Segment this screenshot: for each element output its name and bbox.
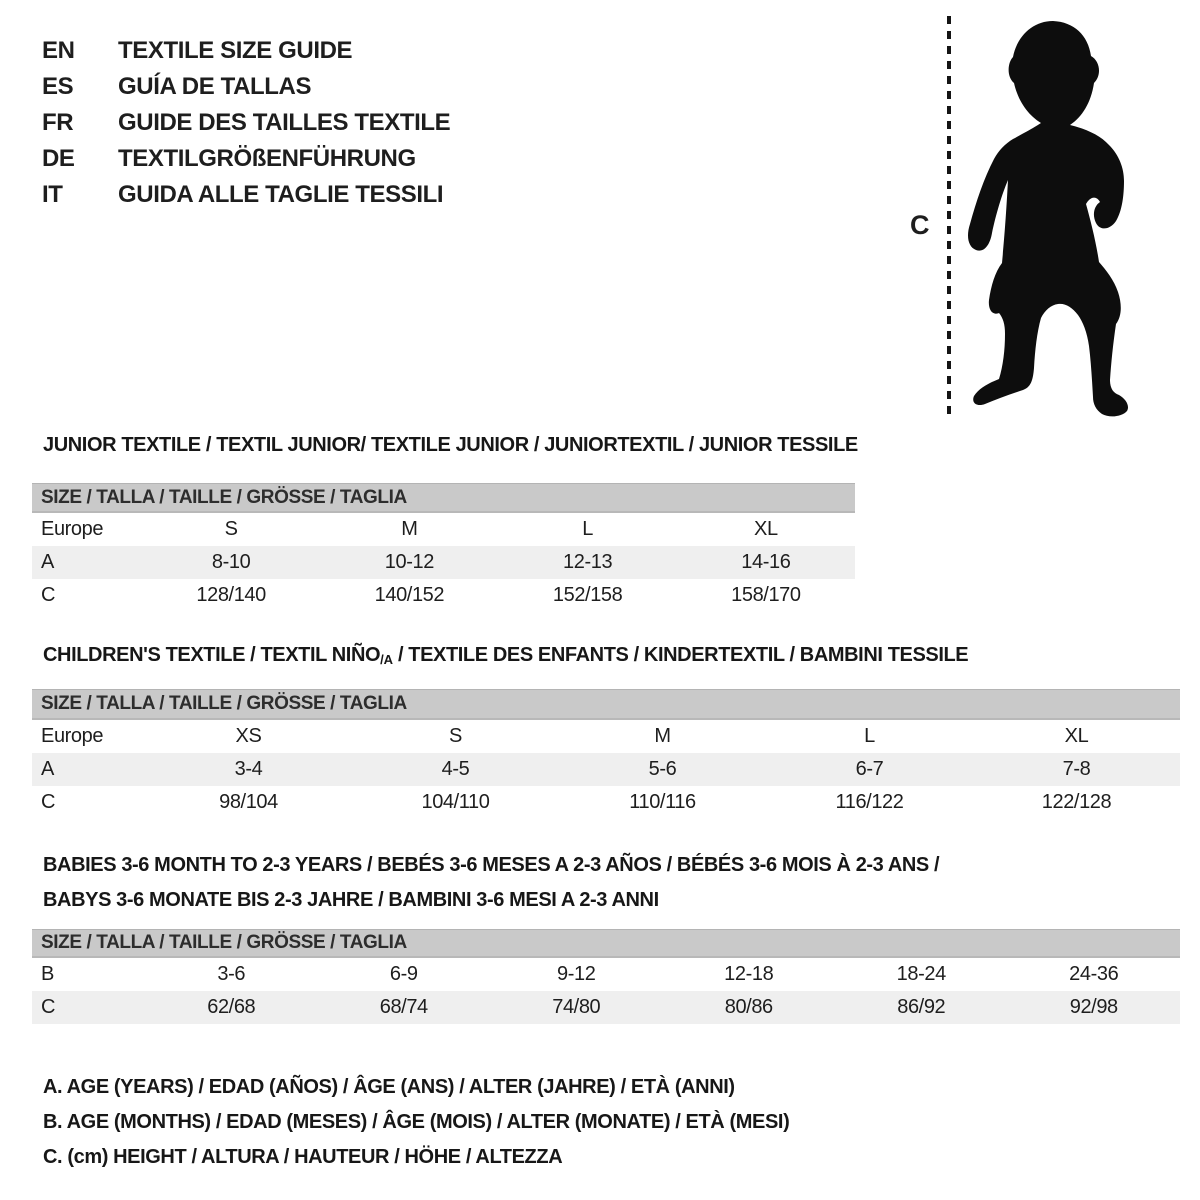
babies-table-rows (32, 958, 1180, 1024)
table-cell: L (864, 725, 875, 747)
table-cell: XS (235, 725, 262, 747)
language-code: FR (42, 109, 74, 136)
table-cell: XL (1064, 725, 1089, 747)
legend-line-b: B. AGE (MONTHS) / EDAD (MESES) / ÂGE (MOIS) / ALTER (MONATE) / ETÀ (MESI) (43, 1111, 790, 1133)
language-title: TEXTILE SIZE GUIDE (118, 37, 353, 64)
table-cell: 140/152 (374, 584, 445, 606)
table-cell: 12-18 (724, 963, 774, 985)
toddler-silhouette (953, 17, 1143, 419)
row-label: C (41, 584, 56, 606)
size-header-bar: SIZE / TALLA / TAILLE / GRÖSSE / TAGLIA (32, 929, 1180, 958)
section-title-babies (43, 848, 939, 918)
table-cell: M (401, 518, 418, 540)
table-cell: 92/98 (1069, 996, 1118, 1018)
row-label: Europe (41, 518, 104, 540)
language-code: IT (42, 181, 63, 208)
table-cell: 68/74 (379, 996, 428, 1018)
table-row (32, 579, 855, 612)
junior-table-rows (32, 513, 855, 612)
table-row (32, 513, 855, 546)
language-row (42, 69, 450, 105)
language-code: ES (42, 73, 74, 100)
measurement-legend (43, 1070, 789, 1175)
table-cell: 80/86 (724, 996, 773, 1018)
table-cell: 5-6 (648, 758, 677, 780)
table-cell: 98/104 (219, 791, 278, 813)
height-measure-dashed-line (947, 16, 951, 416)
table-row (32, 720, 1180, 753)
children-table-rows (32, 720, 1180, 819)
table-cell: XL (754, 518, 778, 540)
table-cell: 158/170 (731, 584, 801, 606)
language-title: GUIDA ALLE TAGLIE TESSILI (118, 181, 444, 208)
row-label: A (41, 551, 54, 573)
legend-line-c: C. (cm) HEIGHT / ALTURA / HAUTEUR / HÖHE / ALTEZZA (43, 1146, 563, 1168)
language-row (42, 105, 450, 141)
section-title-text: / TEXTILE DES ENFANTS / KINDERTEXTIL / BAMBINI TESSILE (392, 644, 969, 666)
table-cell: 74/80 (552, 996, 601, 1018)
table-cell: 4-5 (441, 758, 470, 780)
size-header-bar: SIZE / TALLA / TAILLE / GRÖSSE / TAGLIA (32, 689, 1180, 720)
table-cell: 128/140 (196, 584, 266, 606)
babies-size-table (32, 929, 1180, 1024)
table-row (32, 786, 1180, 819)
table-cell: 116/122 (835, 791, 904, 813)
table-cell: S (449, 725, 462, 747)
children-size-table (32, 689, 1180, 819)
table-cell: 14-16 (741, 551, 791, 573)
language-row (42, 177, 450, 213)
language-title: GUIDE DES TAILLES TEXTILE (118, 109, 451, 136)
table-cell: 10-12 (384, 551, 434, 573)
table-cell: S (224, 518, 238, 540)
table-row (32, 991, 1180, 1024)
row-label: C (41, 791, 56, 813)
size-header-bar: SIZE / TALLA / TAILLE / GRÖSSE / TAGLIA (32, 483, 855, 513)
table-cell: 86/92 (897, 996, 946, 1018)
section-title-line: BABYS 3-6 MONATE BIS 2-3 JAHRE / BAMBINI 3-6 MESI A 2-3 ANNI (43, 889, 659, 911)
table-cell: 122/128 (1041, 791, 1112, 813)
language-title: TEXTILGRÖßENFÜHRUNG (118, 145, 416, 172)
table-cell: 62/68 (207, 996, 256, 1018)
language-code: EN (42, 37, 75, 64)
section-title-children (43, 644, 968, 667)
row-label: C (41, 996, 56, 1018)
table-cell: 3-6 (217, 963, 246, 985)
row-label: Europe (41, 725, 104, 747)
section-title-subscript: /A (380, 652, 393, 667)
table-cell: 8-10 (211, 551, 251, 573)
table-row (32, 958, 1180, 991)
section-title-line: BABIES 3-6 MONTH TO 2-3 YEARS / BEBÉS 3-6 MESES A 2-3 AÑOS / BÉBÉS 3-6 MOIS À 2-3 ANS / (43, 854, 940, 876)
table-cell: M (654, 725, 671, 747)
table-cell: L (582, 518, 593, 540)
table-cell: 9-12 (557, 963, 596, 985)
section-title-junior: JUNIOR TEXTILE / TEXTIL JUNIOR/ TEXTILE JUNIOR / JUNIORTEXTIL / JUNIOR TESSILE (43, 434, 858, 456)
table-cell: 24-36 (1069, 963, 1119, 985)
table-cell: 6-7 (855, 758, 884, 780)
table-cell: 12-13 (563, 551, 613, 573)
language-row (42, 33, 450, 69)
table-row (32, 753, 1180, 786)
junior-size-table (32, 483, 855, 612)
language-code: DE (42, 145, 75, 172)
section-title-text: CHILDREN'S TEXTILE / TEXTIL NIÑO (43, 644, 381, 666)
table-cell: 3-4 (234, 758, 263, 780)
table-cell: 152/158 (552, 584, 623, 606)
table-row (32, 546, 855, 579)
table-cell: 18-24 (896, 963, 946, 985)
table-cell: 6-9 (389, 963, 418, 985)
table-cell: 104/110 (421, 791, 490, 813)
height-measure-label: C (910, 210, 930, 240)
row-label: B (41, 963, 54, 985)
legend-line-a: A. AGE (YEARS) / EDAD (AÑOS) / ÂGE (ANS) / ALTER (JAHRE) / ETÀ (ANNI) (43, 1076, 735, 1098)
language-row (42, 141, 450, 177)
table-cell: 7-8 (1062, 758, 1091, 780)
table-cell: 110/116 (629, 791, 696, 813)
row-label: A (41, 758, 54, 780)
language-title-list (42, 33, 450, 213)
language-title: GUÍA DE TALLAS (118, 73, 312, 100)
